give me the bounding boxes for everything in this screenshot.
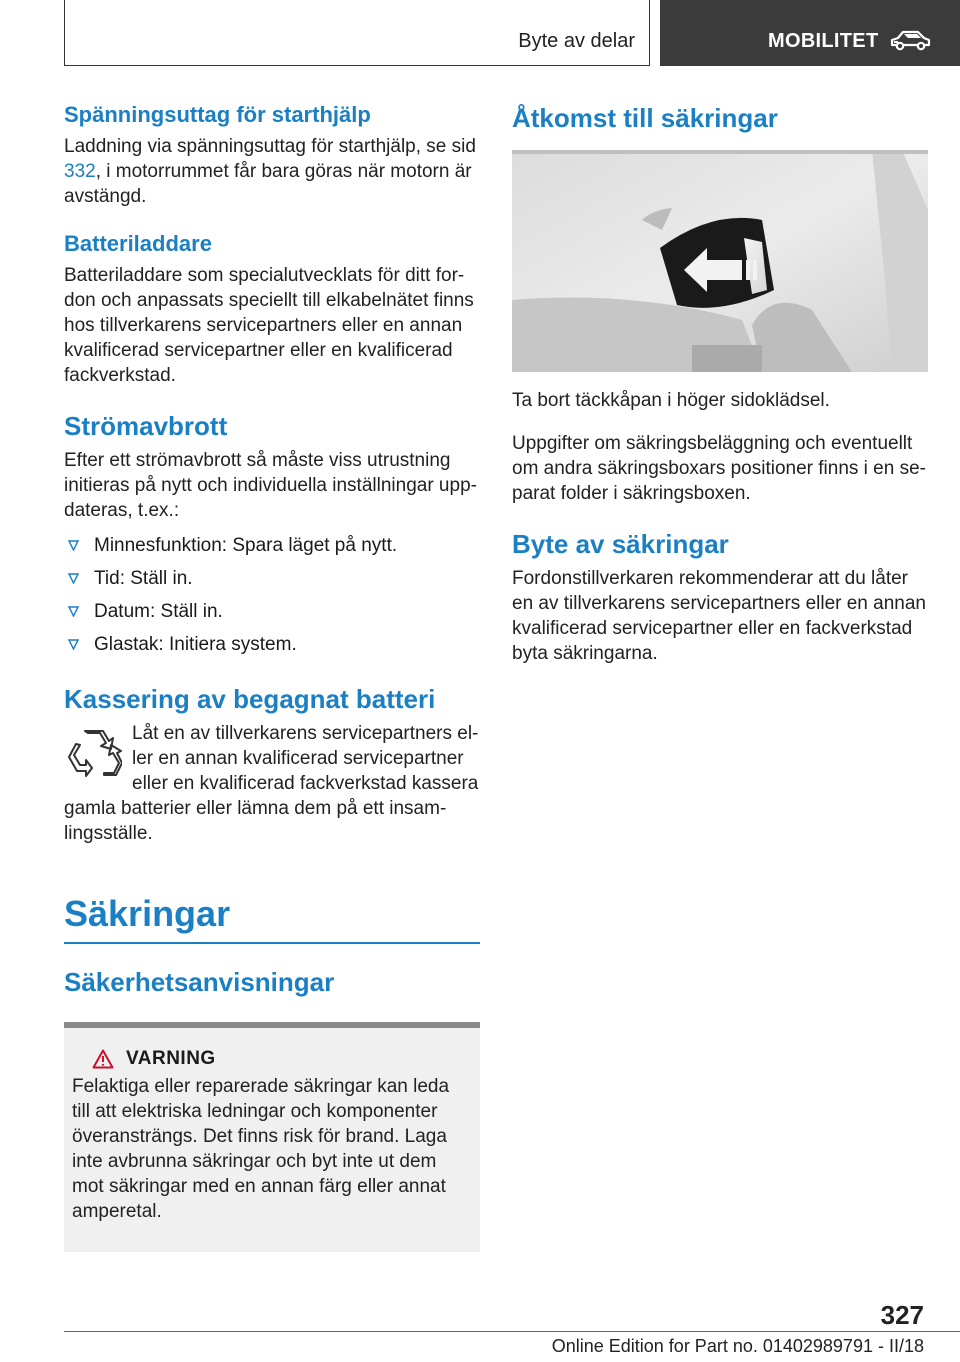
section-battery-disposal xyxy=(64,681,480,846)
section-title: Säkerhetsanvisningar xyxy=(64,967,335,997)
warning-title: VARNING xyxy=(126,1048,216,1069)
recycle-icon xyxy=(66,725,122,781)
text-fragment: Laddning via spänningsuttag för starthjälp, se sid xyxy=(64,136,476,157)
warning-heading xyxy=(72,1048,472,1070)
triangle-bullet-icon xyxy=(68,573,79,584)
section-title: Byte av säkringar xyxy=(512,529,729,559)
section-text: Uppgifter om säkringsbeläggning och eventuellt om andra säkringsboxars positioner finns i en separat folder i säkringsboxen. xyxy=(512,433,926,504)
section-battery-charger xyxy=(64,229,480,388)
page-number: 327 xyxy=(880,1300,924,1330)
right-column xyxy=(512,100,928,686)
list-item xyxy=(64,533,480,558)
section-title: Kassering av begagnat batteri xyxy=(64,684,436,714)
footer-divider xyxy=(64,1331,960,1332)
warning-triangle-icon xyxy=(92,1049,114,1069)
warning-text: Felaktiga eller reparerade säkringar kan leda till att elektriska ledningar och komponenter överansträngs. Det finns risk för brand. Laga inte avbrunna säkringar och byt inte ut dem mot säkringar med en annan färg eller annat amperetal. xyxy=(72,1076,450,1222)
section-fuses xyxy=(64,890,480,1252)
section-fuse-replace xyxy=(512,526,928,666)
disposal-block xyxy=(64,721,480,846)
section-text xyxy=(64,134,480,209)
footer-edition: Online Edition for Part no. 01402989791 - II/18 xyxy=(551,1336,924,1356)
page-reference-link[interactable]: 332 xyxy=(64,161,96,182)
chapter-divider xyxy=(64,942,480,944)
section-fuse-access xyxy=(512,100,928,506)
car-icon xyxy=(888,29,932,51)
photo-caption: Ta bort täckkåpan i höger sidoklädsel. xyxy=(512,390,830,411)
list-item-text: Datum: Ställ in. xyxy=(94,601,223,622)
header-section-box xyxy=(64,0,650,66)
section-text: Fordonstillverkaren rekommenderar att du låter en av tillverkarens servicepartners eller en annan kvalificerad servicepartner eller en fackverkstad byta säkringarna. xyxy=(512,568,926,664)
list-item-text: Minnesfunktion: Spara läget på nytt. xyxy=(94,535,398,556)
chapter-title: Säkringar xyxy=(64,893,231,934)
section-title: Strömavbrott xyxy=(64,411,228,441)
triangle-bullet-icon xyxy=(68,540,79,551)
list-item-text: Glastak: Initiera system. xyxy=(94,634,297,655)
section-text: Batteriladdare som specialutvecklats för ditt fordon och anpassats speciellt till elkabelnätet finns hos tillverkarens servicepartners eller en annan kvalificerad servicepartner eller en kvalificerad fackverkstad. xyxy=(64,265,474,386)
section-power-failure xyxy=(64,408,480,657)
text-fragment: , i motorrummet får bara göras när motorn är avstängd. xyxy=(64,161,472,207)
list-item xyxy=(64,566,480,591)
left-column xyxy=(64,100,480,1252)
header-chapter-tab xyxy=(660,0,960,66)
triangle-bullet-icon xyxy=(68,606,79,617)
triangle-bullet-icon xyxy=(68,639,79,650)
header-section-title: Byte av delar xyxy=(518,30,635,52)
section-title: Åtkomst till säkringar xyxy=(512,103,778,133)
fuse-cover-photo xyxy=(512,150,928,372)
section-text: Efter ett strömavbrott så måste viss utrustning initieras på nytt och individuella inställningar uppdateras, t.ex.: xyxy=(64,450,477,521)
warning-box xyxy=(64,1022,480,1252)
list-item xyxy=(64,599,480,624)
section-jump-start xyxy=(64,100,480,209)
reset-list xyxy=(64,533,480,657)
section-text: Låt en av tillverkarens servicepartners eller en annan kvalificerad servicepartner eller en kvalificerad fackverkstad kassera gamla batterier eller lämna dem på ett insamlingsställe. xyxy=(64,723,479,844)
section-title: Batteriladdare xyxy=(64,231,212,256)
header-chapter-title: MOBILITET xyxy=(768,30,879,52)
list-item xyxy=(64,632,480,657)
list-item-text: Tid: Ställ in. xyxy=(94,568,193,589)
section-title: Spänningsuttag för starthjälp xyxy=(64,102,371,127)
